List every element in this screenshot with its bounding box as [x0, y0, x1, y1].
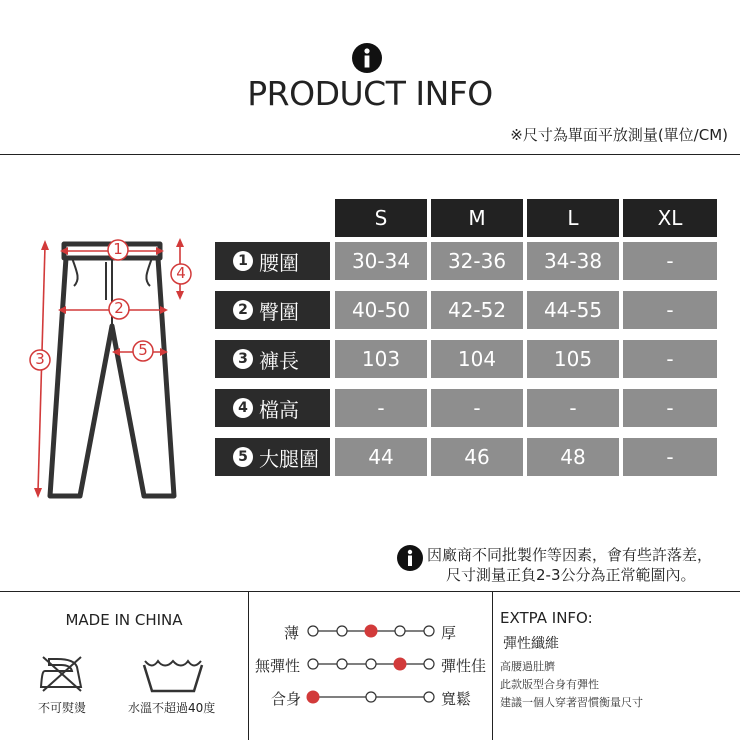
size-header-xl: XL: [623, 199, 717, 237]
page-title: PRODUCT INFO: [247, 74, 493, 113]
fit-slider: [305, 688, 437, 706]
table-cell: 44: [335, 438, 427, 476]
table-cell: 32-36: [431, 242, 523, 280]
fit-right-label: 寬鬆: [441, 690, 472, 708]
elasticity-right-label: 彈性佳: [441, 657, 487, 675]
marker-1: 1: [107, 239, 129, 265]
footer-column-divider: [492, 592, 493, 740]
made-in-label: MADE IN CHINA: [65, 611, 183, 629]
care-label-wash: 水溫不超過40度: [128, 701, 216, 715]
row-label-waist: 1 腰圍: [215, 242, 330, 280]
table-cell: -: [431, 389, 523, 427]
marker-3: 3: [29, 349, 51, 375]
table-cell: 46: [431, 438, 523, 476]
header-divider: [0, 154, 740, 155]
table-cell: 105: [527, 340, 619, 378]
no-iron-icon: [37, 653, 85, 693]
table-cell: 103: [335, 340, 427, 378]
care-label-no-iron: 不可熨燙: [38, 701, 87, 715]
marker-4: 4: [170, 263, 192, 289]
table-cell: -: [623, 438, 717, 476]
row-label-length: 3 褲長: [215, 340, 330, 378]
row-label-rise: 4 檔高: [215, 389, 330, 427]
disclaimer-line-1: 因廠商不同批製作等因素，會有些許落差，: [427, 546, 713, 564]
extra-info-title: EXTPA INFO:: [500, 609, 593, 627]
table-cell: 44-55: [527, 291, 619, 329]
thickness-right-label: 厚: [441, 624, 457, 642]
table-cell: -: [623, 389, 717, 427]
thickness-slider: [305, 622, 437, 640]
table-cell: -: [335, 389, 427, 427]
table-cell: 42-52: [431, 291, 523, 329]
size-header-s: S: [335, 199, 427, 237]
row-label-thigh: 5 大腿圍: [215, 438, 330, 476]
extra-info-fabric: 彈性纖維: [503, 636, 559, 652]
thickness-left-label: 薄: [283, 624, 299, 642]
table-cell: -: [623, 242, 717, 280]
marker-5: 5: [132, 340, 154, 366]
marker-2: 2: [108, 298, 130, 324]
row-label-hip: 2 臀圍: [215, 291, 330, 329]
info-icon: [352, 43, 382, 73]
table-cell: 40-50: [335, 291, 427, 329]
info-icon: [397, 545, 423, 571]
elasticity-slider: [305, 655, 437, 673]
elasticity-left-label: 無彈性: [254, 657, 300, 675]
disclaimer-line-2: 尺寸測量正負2-3公分為正常範圍內。: [446, 566, 696, 584]
size-header-l: L: [527, 199, 619, 237]
table-cell: 30-34: [335, 242, 427, 280]
wash-40-icon: [142, 657, 204, 693]
table-cell: -: [623, 340, 717, 378]
extra-info-note: 此款版型合身有彈性: [500, 678, 599, 691]
fit-left-label: 合身: [270, 690, 301, 708]
footer-divider: [0, 591, 740, 592]
extra-info-note: 高腰過肚臍: [500, 660, 555, 673]
table-cell: -: [527, 389, 619, 427]
size-header-m: M: [431, 199, 523, 237]
table-cell: -: [623, 291, 717, 329]
measurement-note: ※尺寸為單面平放測量(單位/CM): [510, 126, 728, 144]
extra-info-note: 建議一個人穿著習慣衡量尺寸: [500, 696, 643, 709]
table-cell: 34-38: [527, 242, 619, 280]
table-cell: 48: [527, 438, 619, 476]
table-cell: 104: [431, 340, 523, 378]
